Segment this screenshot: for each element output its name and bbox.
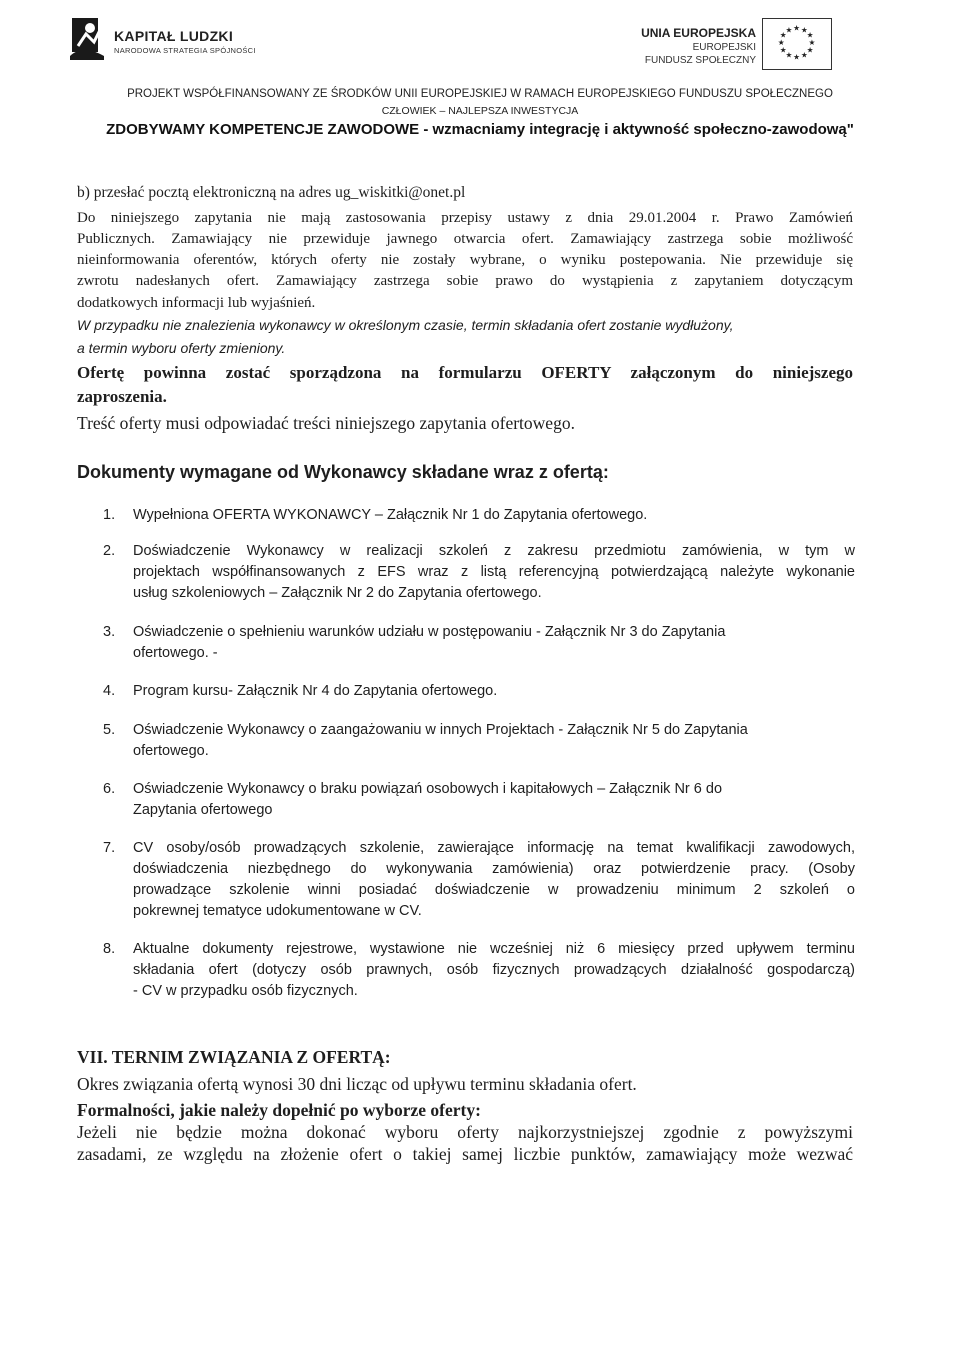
- list-item-text: ofertowego.: [133, 743, 209, 759]
- svg-text:★: ★: [779, 45, 787, 55]
- svg-text:★: ★: [777, 37, 785, 47]
- list-item-number: 8.: [103, 941, 116, 957]
- logo-left-title: KAPITAŁ LUDZKI: [114, 28, 234, 44]
- formalities-line-1: Jeżeli nie będzie można dokonać wyboru oferty najkorzystniejszej zgodnie z powyższymi: [77, 1122, 853, 1142]
- svg-text:★: ★: [806, 45, 814, 55]
- list-item-text: ofertowego. -: [133, 645, 218, 661]
- list-item-text: składania ofert (dotyczy osób prawnych, osób fizycznych prowadzących działalność gospodarczą): [133, 962, 855, 978]
- kapital-ludzki-emblem-icon: [68, 12, 108, 64]
- svg-text:★: ★: [785, 50, 793, 60]
- offer-form-note-2: zaproszenia.: [77, 387, 167, 406]
- svg-text:★: ★: [793, 52, 801, 62]
- list-item-number: 6.: [103, 781, 116, 797]
- formalities-line-2: zasadami, ze względu na złożenie ofert o takiej samej liczbie punktów, zamawiający może wezwać: [77, 1144, 853, 1164]
- eu-logo-line3: FUNDUSZ SPOŁECZNY: [644, 55, 756, 66]
- list-item-text: Program kursu- Załącznik Nr 4 do Zapytania ofertowego.: [133, 683, 498, 699]
- list-item-text: Oświadczenie Wykonawcy o zaangażowaniu w innych Projektach - Załącznik Nr 5 do Zapytania: [133, 722, 748, 738]
- intro-line-3: nieinformowania oferentów, których oferty nie zostały wybrane, o wyniku postepowania. Nie przewiduje się: [77, 252, 853, 268]
- svg-text:★: ★: [779, 30, 787, 40]
- eu-logo-line2: EUROPEJSKI: [692, 42, 756, 53]
- intro-line-2: Publicznych. Zamawiający nie przewiduje jawnego otwarcia ofert. Zamawiający zastrzega sobie możliwość: [77, 231, 853, 247]
- italic-note-2: a termin wyboru oferty zmieniony.: [77, 340, 286, 356]
- intro-line-5: dodatkowych informacji lub wyjaśnień.: [77, 295, 316, 311]
- svg-text:★: ★: [806, 30, 814, 40]
- slogan-line: ZDOBYWAMY KOMPETENCJE ZAWODOWE - wzmacniamy integrację i aktywność społeczno-zawodową": [106, 121, 854, 138]
- list-item-text: projektach współfinansowanych z EFS wraz z listą referencyjną potwierdzającą należyte wykonanie: [133, 564, 855, 580]
- list-item-text: doświadczenia niezbędnego do wykonywania zamówienia) oraz potwierdzenie pracy. (Osoby: [133, 861, 855, 877]
- list-item-number: 2.: [103, 543, 116, 559]
- eu-flag-icon: [762, 18, 832, 70]
- list-item-text: CV osoby/osób prowadzących szkolenie, zawierające informację na temat kwalifikacji zawodowych,: [133, 840, 855, 856]
- offer-content-note: Treść oferty musi odpowiadać treści niniejszego zapytania ofertowego.: [77, 413, 575, 433]
- formalities-heading: Formalności, jakie należy dopełnić po wyborze oferty:: [77, 1100, 481, 1120]
- documents-heading: Dokumenty wymagane od Wykonawcy składane wraz z ofertą:: [77, 462, 609, 482]
- svg-text:★: ★: [800, 25, 808, 35]
- list-item-number: 5.: [103, 722, 116, 738]
- motto-line: CZŁOWIEK – NAJLEPSZA INWESTYCJA: [381, 105, 579, 117]
- list-item-number: 3.: [103, 624, 116, 640]
- section-7-heading: VII. TERNIM ZWIĄZANIA Z OFERTĄ:: [77, 1047, 391, 1067]
- project-funding-line: PROJEKT WSPÓŁFINANSOWANY ZE ŚRODKÓW UNII EUROPEJSKIEJ W RAMACH EUROPEJSKIEGO FUNDUSZU SPOŁECZNEGO: [127, 88, 833, 100]
- list-item-text: Oświadczenie Wykonawcy o braku powiązań osobowych i kapitałowych – Załącznik Nr 6 do: [133, 781, 723, 797]
- list-item-text: Doświadczenie Wykonawcy w realizacji szkoleń z zakresu przedmiotu zamówienia, w tym w: [133, 543, 855, 559]
- svg-text:★: ★: [785, 25, 793, 35]
- eu-logo-line1: UNIA EUROPEJSKA: [641, 26, 756, 40]
- list-item-text: Wypełniona OFERTA WYKONAWCY – Załącznik Nr 1 do Zapytania ofertowego.: [133, 507, 648, 523]
- svg-text:★: ★: [800, 50, 808, 60]
- list-item-text: prowadzące szkolenie winni posiadać doświadczenie w prowadzeniu minimum 2 szkoleń o: [133, 882, 855, 898]
- offer-form-note-1: Ofertę powinna zostać sporządzona na formularzu OFERTY załączonym do niniejszego: [77, 363, 853, 382]
- intro-line-4: zwrotu nadesłanych ofert. Zamawiający zastrzega sobie prawo do wystąpienia z zapytaniem dotyczącym: [77, 273, 853, 289]
- list-item-text: Aktualne dokumenty rejestrowe, wystawione nie wcześniej niż 6 miesięcy przed upływem terminu: [133, 941, 855, 957]
- list-item-text: usług szkoleniowych – Załącznik Nr 2 do Zapytania ofertowego.: [133, 585, 542, 601]
- svg-text:★: ★: [793, 23, 801, 33]
- kapital-ludzki-logo: [68, 12, 288, 68]
- list-item-text: - CV w przypadku osób fizycznych.: [133, 983, 358, 999]
- list-item-text: pokrewnej tematyce udokumentowane w CV.: [133, 903, 422, 919]
- list-item-number: 1.: [103, 507, 116, 523]
- section-7-validity: Okres związania ofertą wynosi 30 dni licząc od upływu terminu składania ofert.: [77, 1074, 637, 1094]
- svg-text:★: ★: [808, 37, 816, 47]
- list-item-text: Zapytania ofertowego: [133, 802, 273, 818]
- italic-note-1: W przypadku nie znalezienia wykonawcy w określonym czasie, termin składania ofert zostanie wydłużony,: [77, 317, 734, 333]
- eu-logo: [620, 18, 840, 76]
- email-instruction: b) przesłać pocztą elektroniczną na adres ug_wiskitki@onet.pl: [77, 184, 466, 201]
- list-item-number: 4.: [103, 683, 116, 699]
- intro-line-1: Do niniejszego zapytania nie mają zastosowania przepisy ustawy z dnia 29.01.2004 r. Prawo Zamówień: [77, 210, 853, 226]
- logo-left-subtitle: NARODOWA STRATEGIA SPÓJNOŚCI: [114, 46, 256, 55]
- list-item-text: Oświadczenie o spełnieniu warunków udziału w postępowaniu - Załącznik Nr 3 do Zapytania: [133, 624, 726, 640]
- list-item-number: 7.: [103, 840, 116, 856]
